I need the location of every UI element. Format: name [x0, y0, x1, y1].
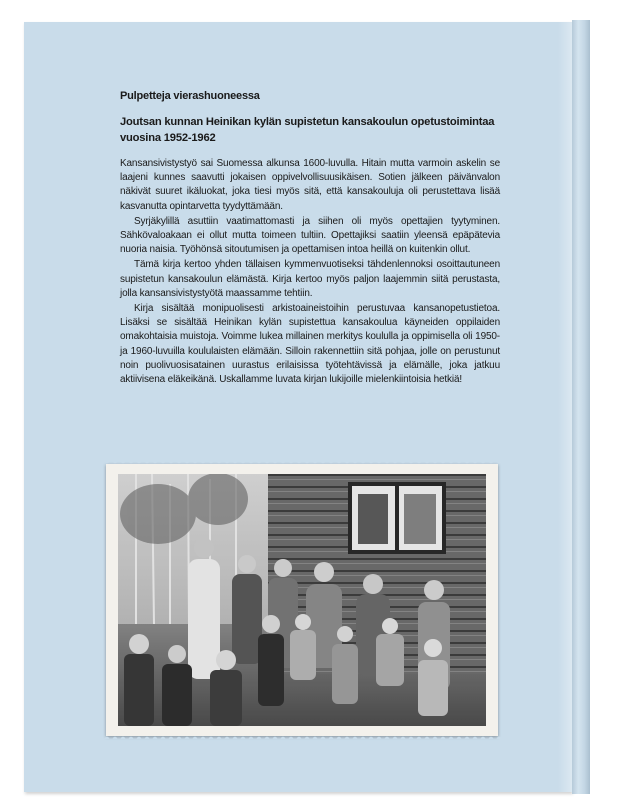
blurb-paragraph: Tämä kirja kertoo yhden tällaisen kymmenvuotiseksi tähdenlennoksi osoittautuneen supistetun kansakoulun elämästä. Kirja kertoo myös paljon laajemmin siitä perustasta, jolla kansansivistystyötä maassamme tehtiin.	[120, 259, 500, 299]
book-title-years: vuosina 1952-1962	[120, 131, 216, 144]
blurb-paragraph: Kansansivistystyö sai Suomessa alkunsa 1600-luvulla. Hitain mutta varmoin askelin se laajeni kunnes saavutti jokaisen oppivelvollisuusikäisen. Sotien jälkeen päivänvalon näkivät suuret ikäluokat, joka tiesi myös sitä, että kansakouluja oli perustettava lisää kasvanutta opintarvetta tyydyttämään.	[120, 158, 500, 212]
vintage-photo-frame	[106, 464, 498, 736]
blurb-paragraph: Kirja sisältää monipuolisesti arkistoaineistoihin perustuvaa kansanopetustietoa. Lisäksi se sisältää Heinikan kylän supistettua kansakoulua käyneiden oppilaiden omakohtaisia muistoja. Voimme lukea millainen merkitys koululla ja oppimisella oli 1950- ja 1960-luvuilla koululaisten elämään. Silloin rakennettiin sitä pohjaa, jolle on perustunut noin puolivuosisatainen uurastus erilaisissa työtehtävissä ja elämälle, joka jatkuu aktiivisena eläkeikänä. Uskallamme luvata kirjan lukijoille mielenkiintoisia hetkiä!	[120, 303, 500, 386]
class-group-photo	[118, 474, 486, 726]
book-title-main: Joutsan kunnan Heinikan kylän supistetun kansakoulun opetustoimintaa	[120, 116, 495, 128]
book-spine	[572, 20, 590, 794]
cover-edge-highlight	[558, 22, 572, 792]
back-cover-text	[120, 90, 500, 387]
book-title	[120, 115, 500, 146]
blurb-paragraph: Syrjäkylillä asuttiin vaatimattomasti ja siihen oli myös opettajien tyytyminen. Sähkövaloakaan ei ollut mutta toimeen tultiin. Opettajiksi saatiin yleensä epäpätevia nuoria naisia. Työhönsä sitoutumisen ja opettamisen intoa heillä on kuitenkin ollut.	[120, 215, 500, 256]
series-title: Pulpetteja vierashuoneessa	[120, 90, 260, 102]
